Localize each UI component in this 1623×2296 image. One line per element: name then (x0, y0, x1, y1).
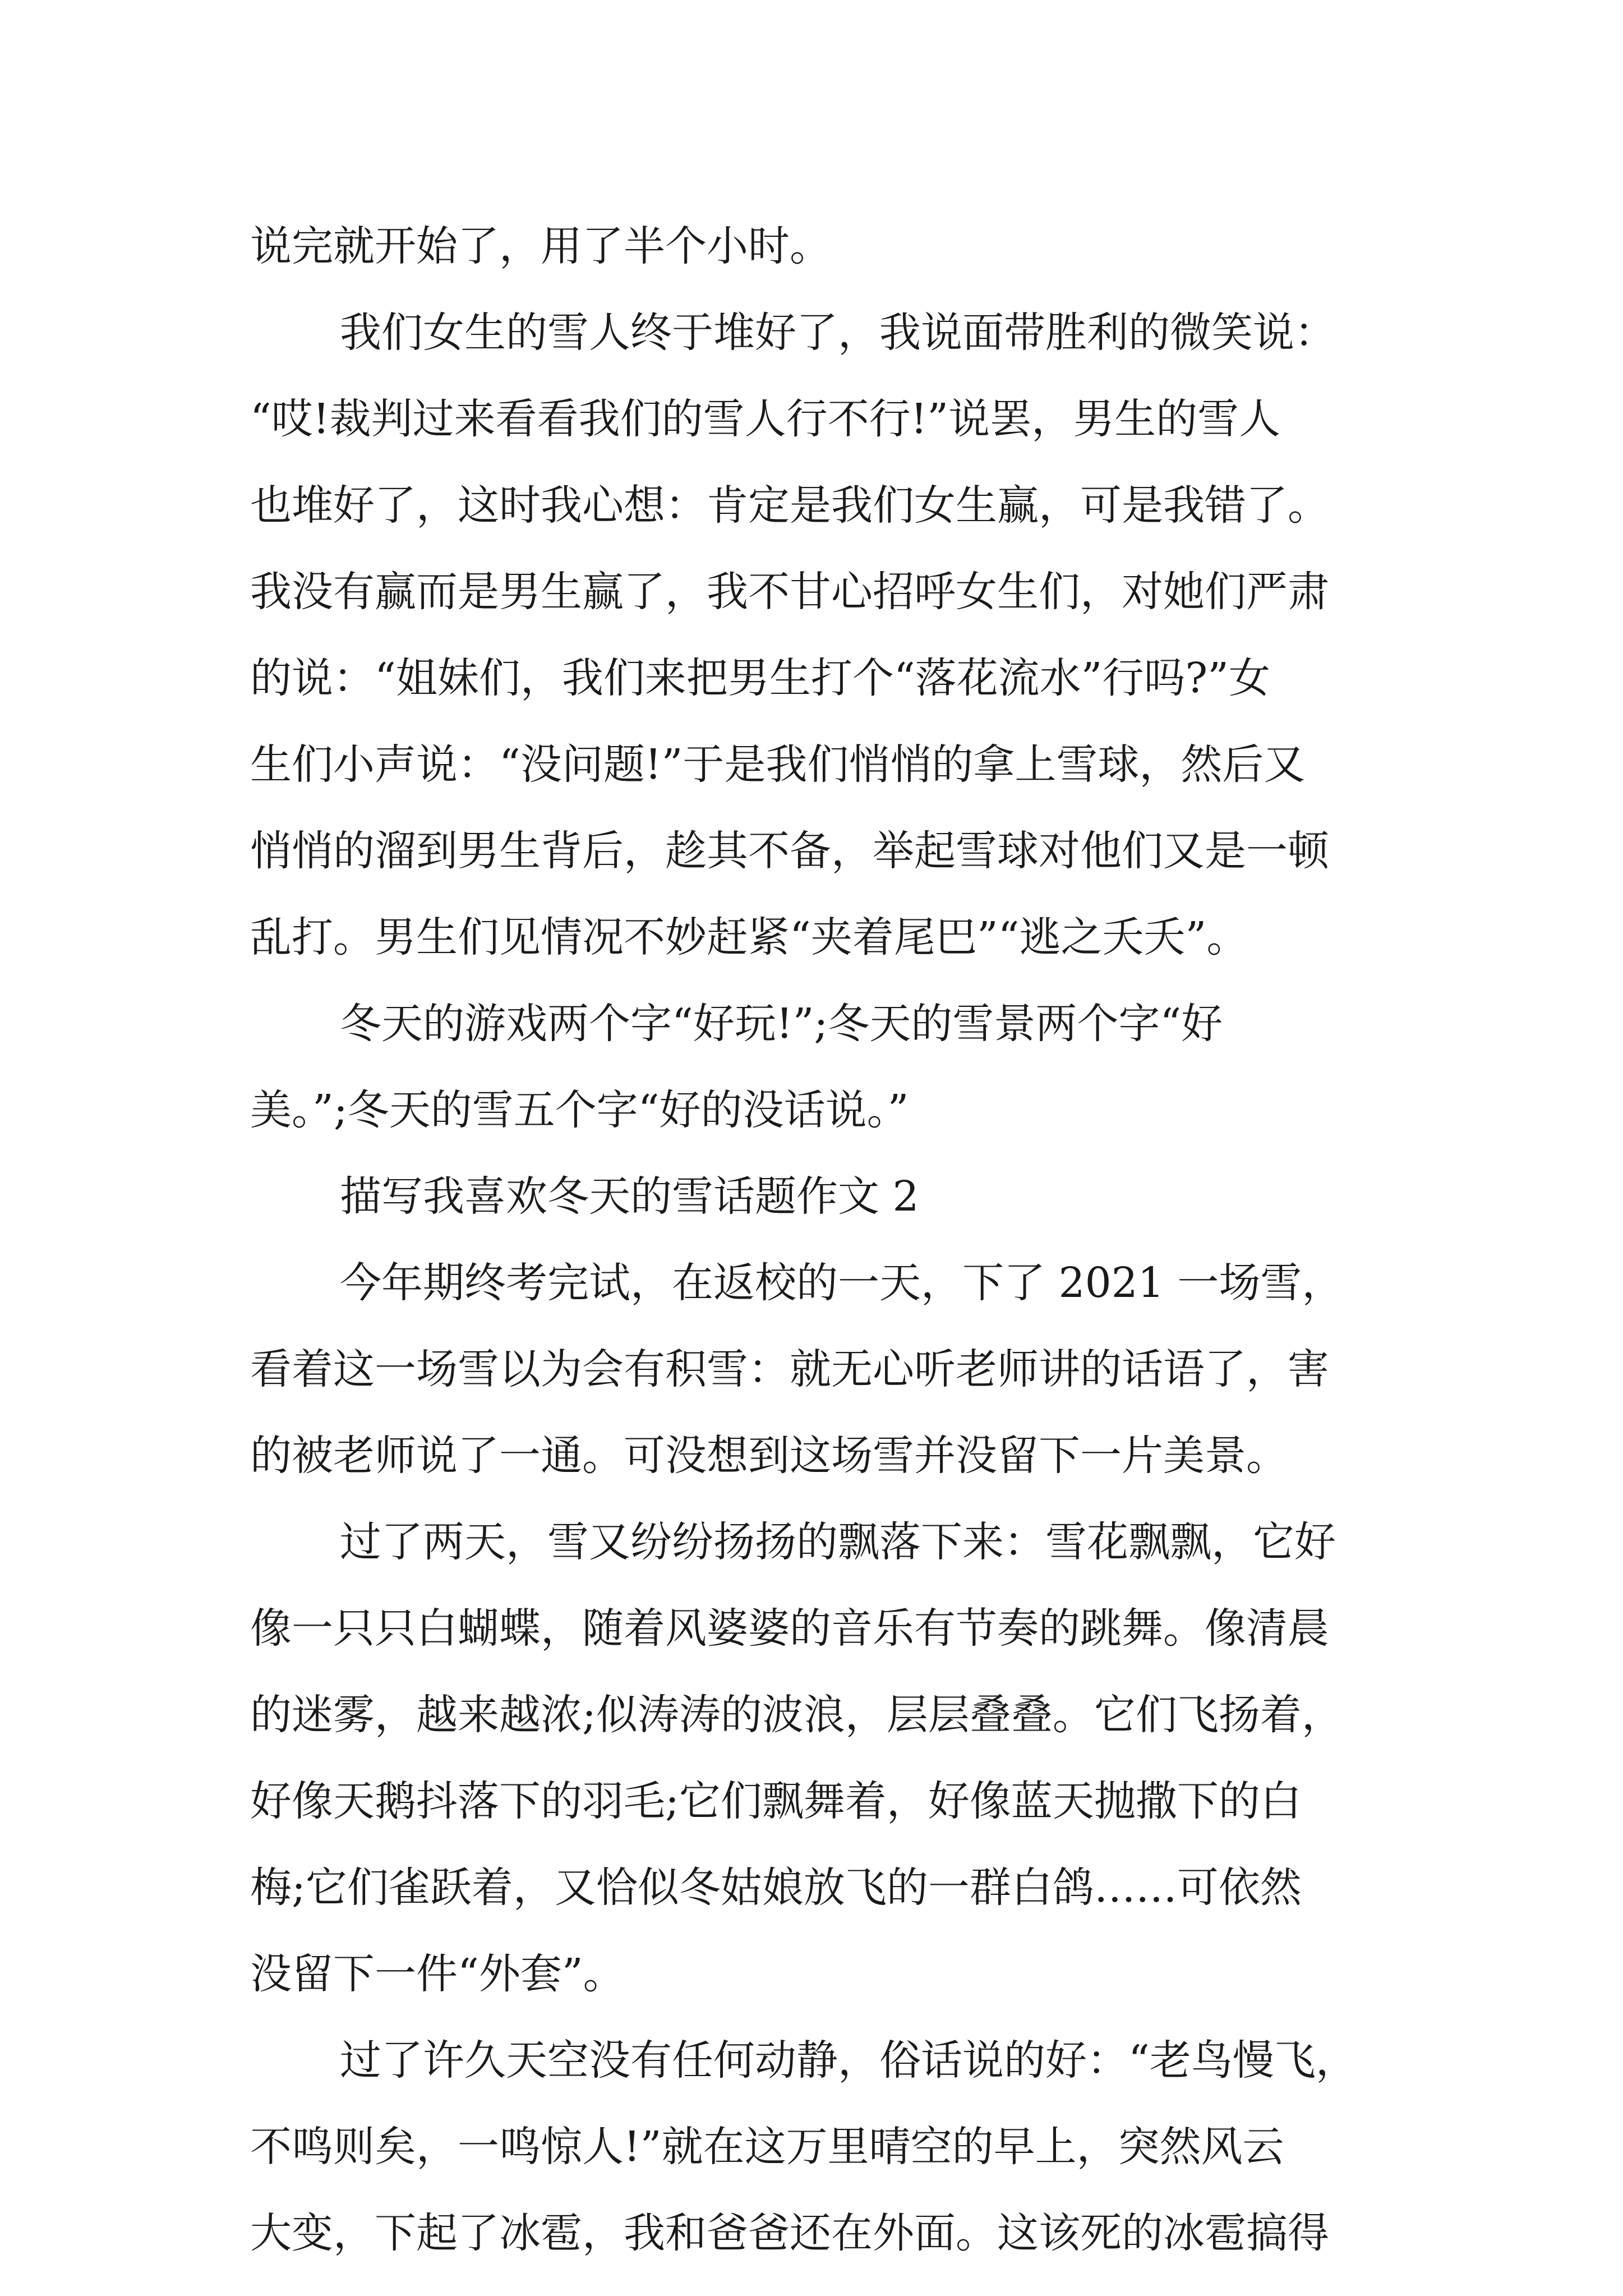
text-line: 今年期终考完试，在返校的一天，下了 2021 一场雪， (340, 1259, 1344, 1307)
text-line: 冬天的游戏两个字“好玩!”;冬天的雪景两个字“好 (340, 1000, 1223, 1048)
text-line: 悄悄的溜到男生背后，趁其不备，举起雪球对他们又是一顿 (250, 827, 1329, 875)
text-line: 没留下一件“外套”。 (250, 1950, 625, 1998)
text-line: 不鸣则矣，一鸣惊人!”就在这万里晴空的早上，突然风云 (250, 2123, 1284, 2171)
text-line: 梅;它们雀跃着，又恰似冬姑娘放飞的一群白鸽……可依然 (250, 1864, 1302, 1912)
text-line: “哎!裁判过来看看我们的雪人行不行!”说罢，男生的雪人 (250, 395, 1281, 443)
text-line: 我们女生的雪人终于堆好了，我说面带胜利的微笑说： (340, 309, 1336, 357)
text-line: 像一只只白蝴蝶，随着风婆婆的音乐有节奏的跳舞。像清晨 (250, 1604, 1329, 1653)
text-line: 的被老师说了一通。可没想到这场雪并没留下一片美景。 (250, 1432, 1288, 1480)
text-line: 的迷雾，越来越浓;似涛涛的波浪，层层叠叠。它们飞扬着， (250, 1691, 1343, 1739)
section-heading: 描写我喜欢冬天的雪话题作文 2 (340, 1172, 919, 1221)
text-line: 乱打。男生们见情况不妙赶紧“夹着尾巴”“逃之夭夭”。 (250, 913, 1248, 961)
text-line: 的说：“姐妹们，我们来把男生打个“落花流水”行吗?”女 (250, 654, 1270, 702)
text-line: 我没有赢而是男生赢了，我不甘心招呼女生们，对她们严肃 (250, 568, 1329, 616)
text-line: 过了许久天空没有任何动静，俗话说的好：“老鸟慢飞， (340, 2036, 1357, 2085)
text-line: 过了两天，雪又纷纷扬扬的飘落下来：雪花飘飘，它好 (340, 1518, 1336, 1566)
text-line: 也堆好了，这时我心想：肯定是我们女生赢，可是我错了。 (250, 481, 1329, 530)
document-body (250, 203, 1377, 2276)
text-line: 好像天鹅抖落下的羽毛;它们飘舞着，好像蓝天抛撒下的白 (250, 1777, 1302, 1825)
text-line: 看着这一场雪以为会有积雪：就无心听老师讲的话语了，害 (250, 1345, 1329, 1393)
text-line: 美。”;冬天的雪五个字“好的没话说。” (250, 1086, 909, 1134)
text-line: 大变，下起了冰雹，我和爸爸还在外面。这该死的冰雹搞得 (250, 2209, 1329, 2257)
text-line: 说完就开始了，用了半个小时。 (250, 222, 831, 270)
text-line: 生们小声说：“没问题!”于是我们悄悄的拿上雪球，然后又 (250, 740, 1306, 789)
